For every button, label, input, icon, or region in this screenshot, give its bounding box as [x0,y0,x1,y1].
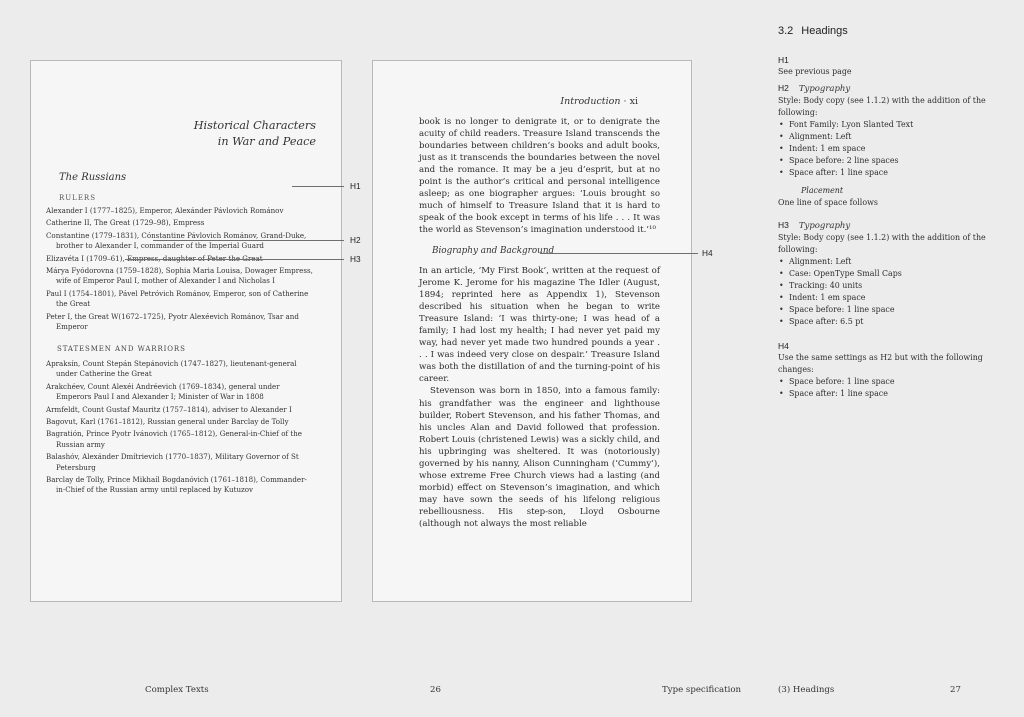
h3-marker-line [125,259,344,260]
list-item: Armfeldt, Count Gustaf Mauritz (1757–1814), adviser to Alexander I [46,404,292,414]
list-item: • Indent: 1 em space [778,143,1008,155]
list-item: • Indent: 1 em space [778,292,1008,304]
spec-h1-label: H1 [778,55,789,65]
spec-h2-list [778,119,1008,179]
running-separator: · [623,96,627,107]
running-page-number: xi [629,96,638,107]
running-header [560,96,638,107]
h1-line-2: in War and Peace [217,135,316,148]
footer-left-title: Complex Texts [145,685,209,695]
list-item: • Case: OpenType Small Caps [778,268,1008,280]
h1-line-1: Historical Characters [193,119,316,132]
list-item: • Alignment: Left [778,256,1008,268]
body-paragraph: Stevenson was born in 1850, into a famous family: his grandfather was the engineer and lighthouse builder, Robert Stevenson, and his father Thomas, and his uncles Alan and David followed that profession. Robert Louis (christened Lewis) was a sickly child, and his upbringing was sheltered. It was (notoriously) governed by his nanny, Alison Cunningham (‘Cummy’), whose extreme Free Church views had a lasting (and morbid) effect on Stevenson’s imagination, and which may have sown the seeds of his lifelong religious rebelliousness. His step-son, Lloyd Osbourne (although not always the most reliable [419,386,660,529]
spec-h2-placement-label: Placement [801,186,844,195]
list-item: Catherine II, The Great (1729–98), Empress [46,218,205,228]
spec-h4-label: H4 [778,341,789,351]
h4-marker-line [540,253,698,254]
list-item: • Tracking: 40 units [778,280,1008,292]
spec-h2 [778,82,1008,209]
statesmen-heading: STATESMEN AND WARRIORS [57,345,186,354]
list-item: Bagratión, Prince Pyotr Ivánovich (1765–1812), General-in-Chief of the Russian army [46,429,302,449]
list-item: Paul I (1754–1801), Pável Petróvich Románov, Emperor, son of Catherine the Great [46,288,309,309]
list-item: Elizavéta I (1709–61), Empress, daughter of Peter the Great [46,253,263,263]
footer-section: (3) Headings [778,685,835,695]
list-item: • Space after: 6.5 pt [778,316,1008,328]
spec-h3-list [778,256,1008,328]
h3-heading: RULERS [59,194,96,202]
running-title: Introduction [560,96,621,107]
h2-heading: The Russians [59,172,127,183]
list-item: Balashóv, Alexánder Dmítrievich (1770–1837), Military Governor of St Petersburg [46,452,299,472]
spec-h3-label [778,219,1008,232]
list-item: • Space before: 2 line spaces [778,155,1008,167]
h1-heading [30,118,316,150]
spec-h4-text: Use the same settings as H2 but with the following changes: [778,353,983,374]
list-item: • Space after: 1 line space [778,167,1008,179]
spec-h3-label-text: H3 [778,220,789,230]
footer-mid-title: Type specification [662,685,742,695]
spec-h2-placement: One line of space follows [778,198,878,207]
body-text-bottom [419,265,660,530]
section-title: Headings [801,25,848,37]
spec-section-title [778,25,848,37]
spec-h2-label-text: H2 [778,83,789,93]
list-item: Márya Fyódorovna (1759–1828), Sophia Maria Louisa, Dowager Empress, wife of Emperor Paul I, mother of Alexander I and Nicholas I [46,266,313,286]
footer-left-page: 26 [430,685,441,695]
h2-marker-line [153,240,344,241]
list-item: • Space before: 1 line space [778,376,1008,388]
h4-marker: H4 [702,248,713,258]
list-item: Peter I, the Great W(1672–1725), Pyotr Alexéevich Románov, Tsar and Emperor [46,311,299,332]
list-item: • Font Family: Lyon Slanted Text [778,119,1008,131]
spec-h2-style: Style: Body copy (see 1.1.2) with the addition of the following: [778,96,986,117]
section-number: 3.2 [778,25,794,37]
spec-h3 [778,219,1008,328]
body-paragraph: In an article, ‘My First Book’, written at the request of Jerome K. Jerome for his magazine The Idler (August, 1894; reprinted here as Appendix 1), Stevenson described his situation when he began to write Treasure Island: ‘I was thirty-one; I was head of a family; I had lost my health; I had never yet paid my way, had never yet made two hundred pounds a year . . . I was indeed very close on despair.’ Treasure Island was both the distillation of and the turning-point of his career. [419,266,660,385]
h3-marker: H3 [350,254,361,264]
spec-h3-style: Style: Body copy (see 1.1.2) with the addition of the following: [778,233,986,254]
list-item: Constantine (1779–1831), Cónstantine Pávlovich Románov, Grand-Duke, brother to Alexander I, commander of the Imperial Guard [46,230,307,251]
list-item: Bagovut, Karl (1761–1812), Russian general under Barclay de Tolly [46,416,289,426]
character-list [46,206,316,498]
spec-h4 [778,340,1008,400]
footer-right-page: 27 [950,685,961,695]
list-item: Arakchéev, Count Alexéi Andréevich (1769–1834), general under Emperors Paul I and Alexander I; Minister of War in 1808 [46,381,280,402]
spec-h2-sub: Typography [798,84,851,94]
list-item: • Alignment: Left [778,131,1008,143]
h1-marker-line [292,186,344,187]
spec-h1-text: See previous page [778,67,852,76]
list-item: • Space before: 1 line space [778,304,1008,316]
h2-marker: H2 [350,235,361,245]
body-text-top [419,116,660,236]
spec-h1 [778,54,1008,78]
spec-h4-list [778,376,1008,400]
list-item: Apraksín, Count Stepán Stepánovich (1747–1827), lieutenant-general under Catherine the Great [46,358,297,379]
h4-heading: Biography and Background [432,246,555,256]
h1-marker: H1 [350,181,361,191]
list-item: • Space after: 1 line space [778,388,1008,400]
list-item: Barclay de Tolly, Prince Mikhaíl Bogdanóvich (1761–1818), Commander-in-Chief of the Russian army until replaced by Kutuzov [46,474,307,495]
spec-h3-sub: Typography [798,221,851,231]
list-item: Alexander I (1777–1825), Emperor, Alexánder Pávlovich Románov [46,206,284,215]
spec-h2-label [778,82,1008,95]
body-paragraph: book is no longer to denigrate it, or to denigrate the acuity of child readers. Treasure Island transcends the boundaries between children’s books and adult books, just as it transcends the boundaries between the novel and the romance. It may be a jeu d’esprit, but at no point is the author’s critical and personal intelligence asleep; as one biographer argues: ‘Louis brought so much of himself to Treasure Island that it is hard to speak of the book except in terms of his life . . . It was the world as Stevenson’s imagination understood it.’¹⁰ [419,117,660,236]
